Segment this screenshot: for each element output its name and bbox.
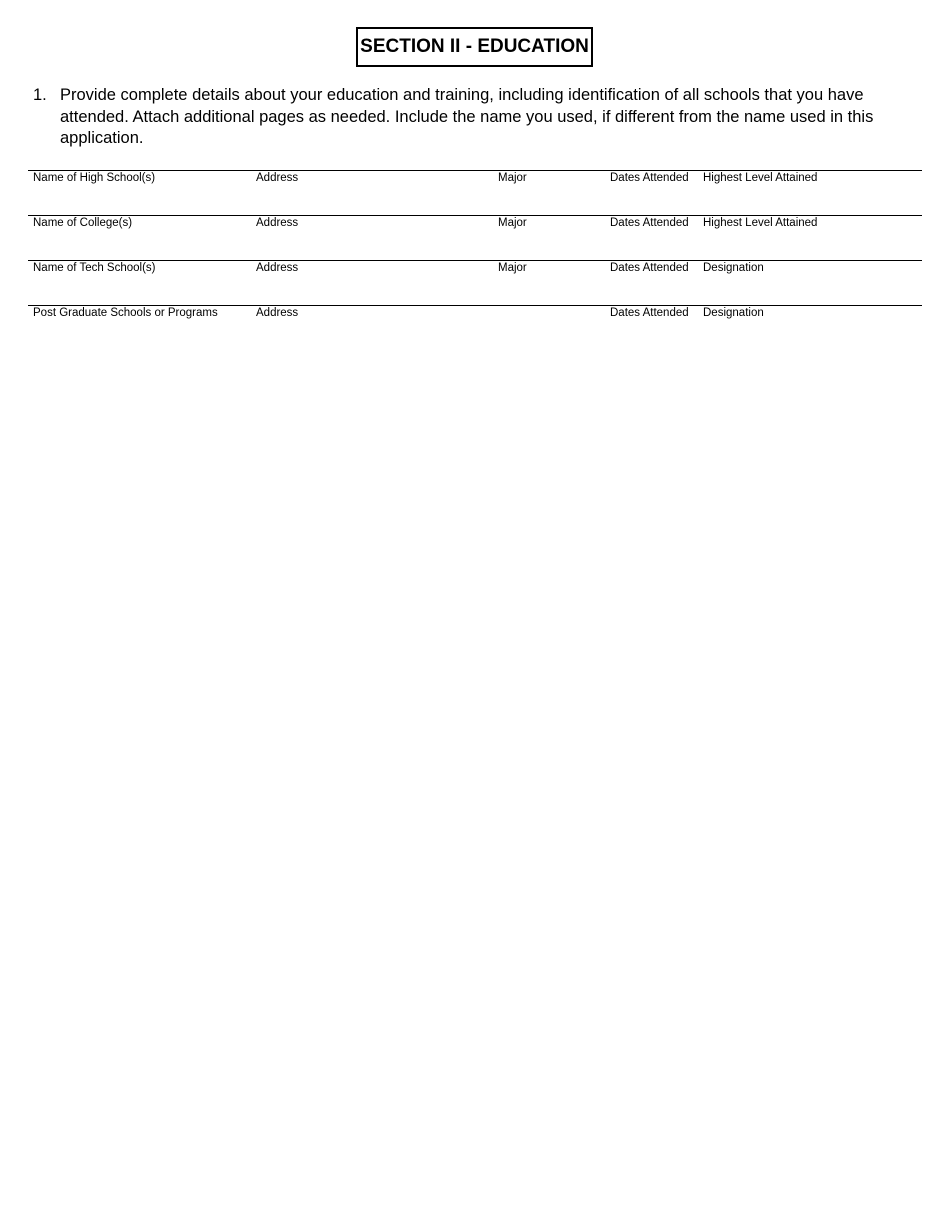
high-school-major-label: Major — [498, 172, 527, 184]
tech-school-name-label: Name of Tech School(s) — [33, 262, 156, 274]
college-level-label: Highest Level Attained — [703, 217, 818, 229]
high-school-name-label: Name of High School(s) — [33, 172, 156, 184]
tech-school-address-label: Address — [256, 262, 299, 274]
question-number: 1. — [33, 86, 47, 104]
post-graduate-designation-label: Designation — [703, 307, 764, 319]
high-school-level-label: Highest Level Attained — [703, 172, 818, 184]
tech-school-major-label: Major — [498, 262, 527, 274]
education-table — [28, 170, 922, 350]
high-school-dates-label: Dates Attended — [610, 172, 689, 184]
college-major-label: Major — [498, 217, 527, 229]
education-row-tech-school — [28, 260, 922, 305]
education-row-high-school — [28, 170, 922, 215]
college-name-label: Name of College(s) — [33, 217, 133, 229]
post-graduate-address-label: Address — [256, 307, 299, 319]
education-row-post-graduate — [28, 305, 922, 350]
education-row-college — [28, 215, 922, 260]
college-dates-label: Dates Attended — [610, 217, 689, 229]
tech-school-dates-label: Dates Attended — [610, 262, 689, 274]
section-title: SECTION II - EDUCATION — [356, 27, 593, 67]
college-address-label: Address — [256, 217, 299, 229]
post-graduate-dates-label: Dates Attended — [610, 307, 689, 319]
tech-school-designation-label: Designation — [703, 262, 764, 274]
high-school-address-label: Address — [256, 172, 299, 184]
question-text: Provide complete details about your education and training, including identification of all schools that you have attended. Attach additional pages as needed. Include the name you used, if different from the name used in this application. — [60, 86, 874, 147]
post-graduate-name-label: Post Graduate Schools or Programs — [33, 307, 218, 319]
